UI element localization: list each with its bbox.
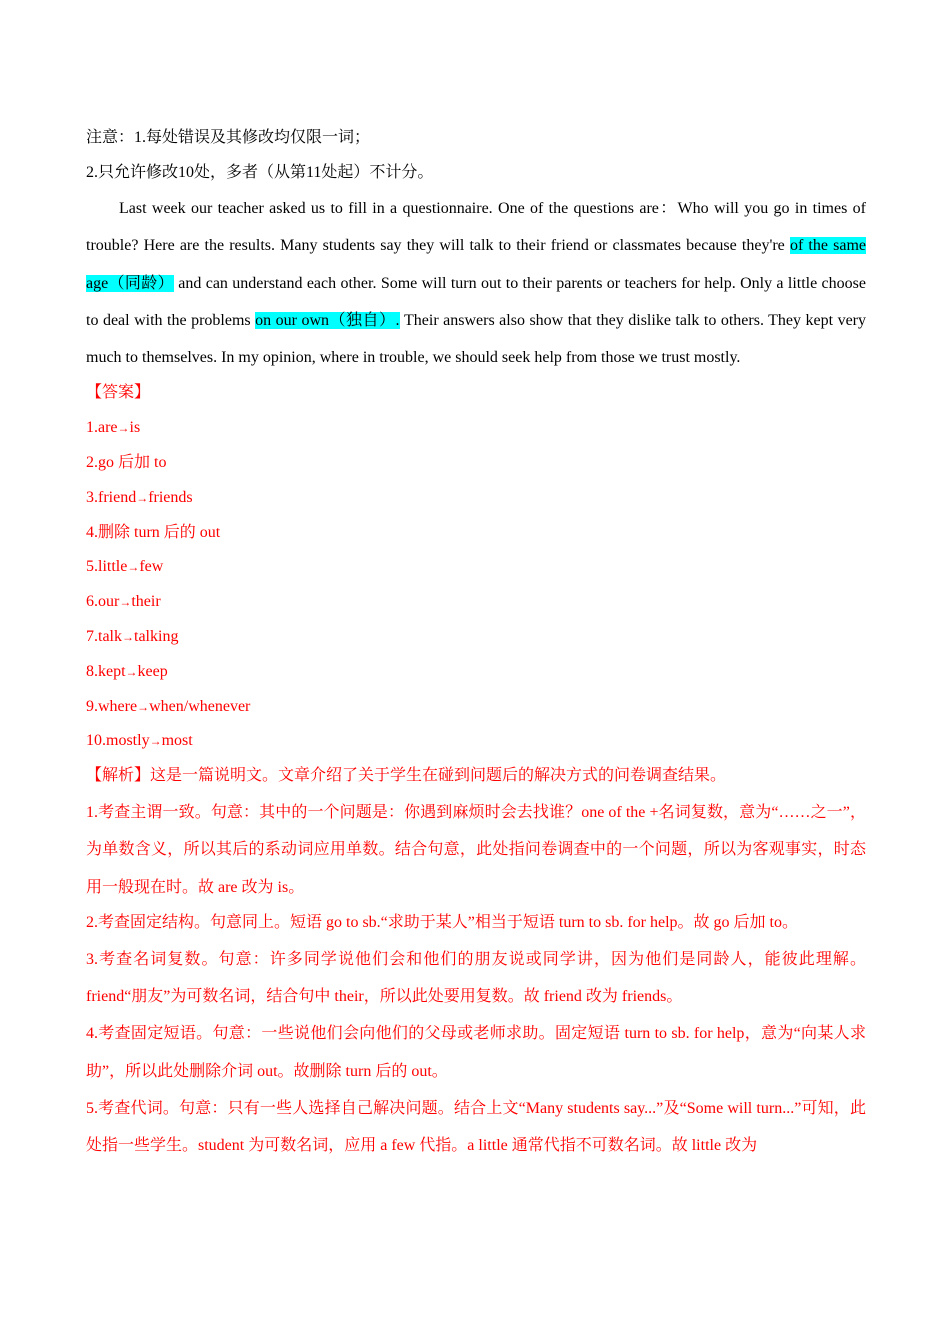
analysis-paragraph-4: 4.考查固定短语。句意：一些说他们会向他们的父母或老师求助。固定短语 turn to sb. for help，意为“向某人求助”，所以此处删除介词 out。故删除 turn 后的 out。 <box>86 1025 866 1080</box>
highlight-on-our-own: on our own（独自）. <box>255 311 400 329</box>
analysis-paragraph-1: 1.考查主谓一致。句意：其中的一个问题是：你遇到麻烦时会去找谁？one of the +名词复数，意为“……之一”，为单数含义，所以其后的系动词应用单数。结合句意，此处指问卷调查中的一个问题，所以为客观事实，时态用一般现在时。故 are 改为 is。 <box>86 804 866 896</box>
answer-to: their <box>131 593 161 611</box>
passage-segment: Last week our teacher asked us to fill in a questionnaire. One of the questions are：Who will you go in times of trouble? Here are the results. Many students say they will talk to their friend or classmates because they're <box>86 200 866 255</box>
answer-from: 6.our <box>86 593 120 611</box>
answer-item <box>86 620 866 655</box>
answer-item <box>86 550 866 585</box>
answer-to: talking <box>134 628 179 646</box>
analysis-paragraph-5: 5.考查代词。句意：只有一些人选择自己解决问题。结合上文“Many students say...”及“Some will turn...”可知，此处指一些学生。student 为可数名词，应用 a few 代指。a little 通常代指不可数名词。故 little 改为 <box>86 1099 866 1155</box>
answer-item <box>86 724 866 759</box>
analysis-paragraph-2: 2.考查固定结构。句意同上。短语 go to sb.“求助于某人”相当于短语 turn to sb. for help。故 go 后加 to。 <box>86 913 798 931</box>
answer-to: few <box>139 558 164 576</box>
arrow-icon: → <box>137 699 150 714</box>
answer-to: keep <box>137 662 168 680</box>
answer-from: 5.little <box>86 558 128 576</box>
arrow-icon: → <box>122 630 134 645</box>
arrow-icon: → <box>136 490 149 505</box>
note-line-1: 注意：1.每处错误及其修改均仅限一词； <box>86 129 371 146</box>
answer-to: most <box>161 732 193 750</box>
analysis-intro: 【解析】这是一篇说明文。文章介绍了关于学生在碰到问题后的解决方式的问卷调查结果。 <box>86 767 727 785</box>
answer-to: is <box>129 419 141 437</box>
passage-segment: Their answers also show that they dislike talk to others. They kept very much to themselves. In my opinion, where in trouble, we should seek help from those we trust mostly. <box>86 311 867 367</box>
note-line-2: 2.只允许修改10处，多者（从第11处起）不计分。 <box>86 164 434 181</box>
answer-item <box>86 411 866 446</box>
answer-from: 3.friend <box>86 488 137 506</box>
arrow-icon: → <box>125 664 138 679</box>
arrow-icon: → <box>149 734 162 749</box>
answer-from: 8.kept <box>86 662 126 680</box>
answer-from: 9.where <box>86 697 138 715</box>
answer-from: 1.are <box>86 419 118 437</box>
arrow-icon: → <box>127 560 140 575</box>
arrow-icon: → <box>119 595 132 610</box>
answer-from: 10.mostly <box>86 732 150 750</box>
answer-item <box>86 481 866 516</box>
passage <box>86 190 866 376</box>
document-content <box>86 120 866 1165</box>
arrow-icon: → <box>117 421 130 436</box>
analysis-paragraph-3: 3.考查名词复数。句意：许多同学说他们会和他们的朋友说或同学讲，因为他们是同龄人，能彼此理解。friend“朋友”为可数名词，结合句中 their，所以此处要用复数。故 friend 改为 friends。 <box>86 950 866 1006</box>
answer-item: 2.go 后加 to <box>86 454 167 472</box>
answer-item: 4.删除 turn 后的 out <box>86 523 221 541</box>
answer-item <box>86 655 866 690</box>
answer-item <box>86 690 866 725</box>
answer-from: 7.talk <box>86 628 122 646</box>
answer-to: friends <box>148 488 193 506</box>
passage-segment: and can understand each other. Some will turn out to their parents or teachers for help. Only a little choose to deal with the problems <box>86 274 866 329</box>
answer-to: when/whenever <box>149 697 251 715</box>
highlight-same-age: of the same age（同龄） <box>86 237 867 292</box>
answer-item <box>86 585 866 620</box>
answer-heading: 【答案】 <box>86 384 151 402</box>
